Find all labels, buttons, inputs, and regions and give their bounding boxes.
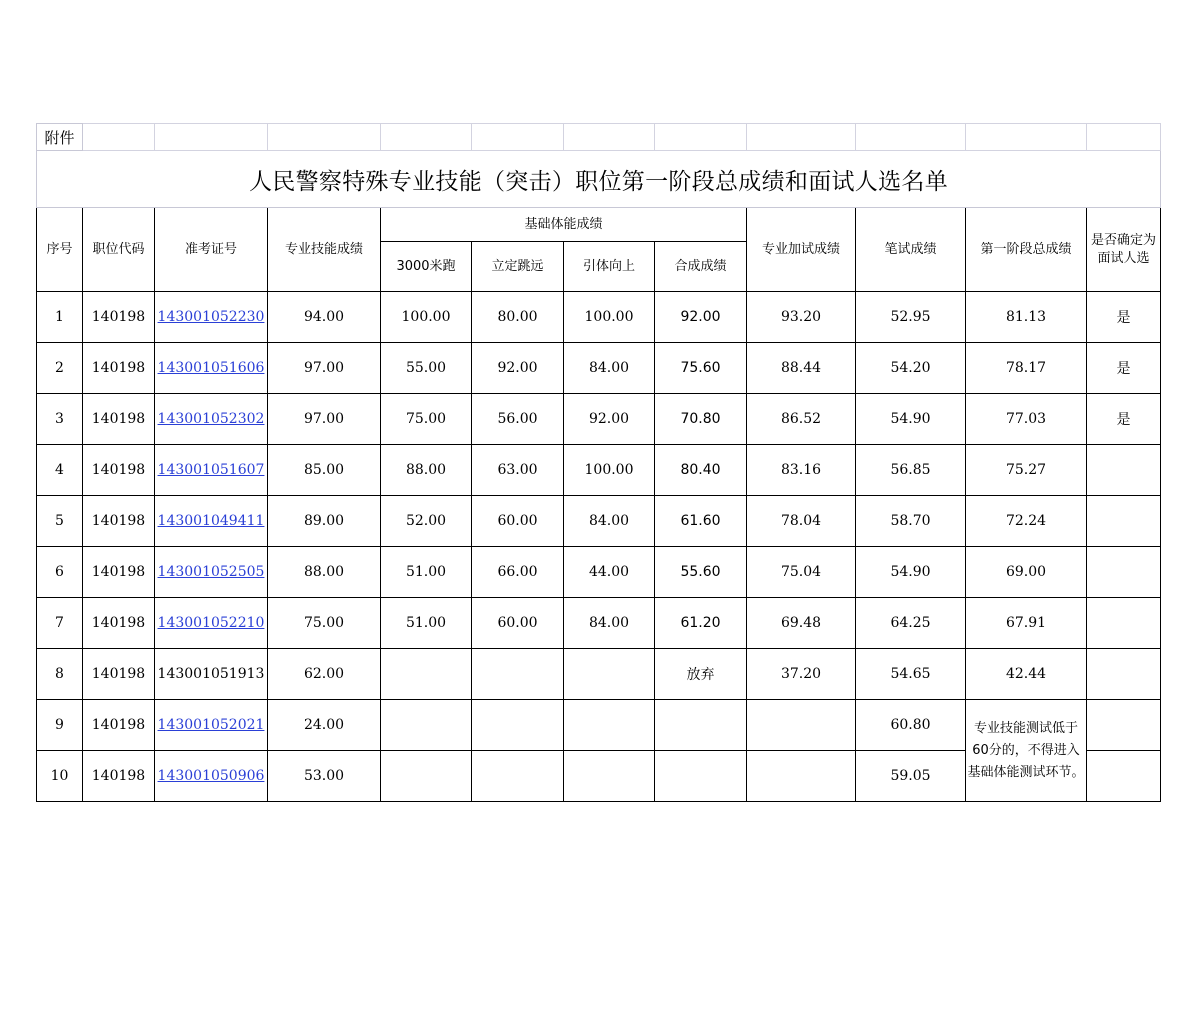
cell-extra: 78.04	[747, 496, 856, 547]
cell-seq: 7	[37, 598, 83, 649]
cell-ticket[interactable]	[155, 751, 268, 802]
cell-code: 140198	[83, 751, 155, 802]
cell-composite: 61.60	[655, 496, 747, 547]
cell-pull: 100.00	[564, 292, 655, 343]
table-row	[37, 496, 1161, 547]
cell-written: 64.25	[856, 598, 966, 649]
ticket-link[interactable]: 143001051607	[157, 462, 265, 478]
cell-pull	[564, 649, 655, 700]
cell-interview	[1087, 649, 1161, 700]
header-stage1-total: 第一阶段总成绩	[966, 208, 1087, 292]
header-run-3000m: 3000米跑	[381, 242, 472, 292]
ticket-link[interactable]: 143001049411	[157, 513, 265, 529]
cell-run	[381, 700, 472, 751]
cell-interview	[1087, 496, 1161, 547]
cell-skill: 89.00	[268, 496, 381, 547]
cell-jump: 66.00	[472, 547, 564, 598]
cell-seq: 4	[37, 445, 83, 496]
cell-interview	[1087, 598, 1161, 649]
title-row	[37, 151, 1161, 208]
cell-total: 42.44	[966, 649, 1087, 700]
cell-written: 54.90	[856, 547, 966, 598]
cell-interview	[1087, 547, 1161, 598]
cell-extra: 69.48	[747, 598, 856, 649]
cell-pull: 44.00	[564, 547, 655, 598]
cell-ticket[interactable]	[155, 547, 268, 598]
ticket-link[interactable]: 143001052230	[157, 309, 265, 325]
cell-jump: 63.00	[472, 445, 564, 496]
table-row	[37, 343, 1161, 394]
cell-interview	[1087, 700, 1161, 751]
cell-seq: 10	[37, 751, 83, 802]
cell-seq: 3	[37, 394, 83, 445]
cell-pull: 84.00	[564, 343, 655, 394]
header-skill-score: 专业技能成绩	[268, 208, 381, 292]
cell-code: 140198	[83, 445, 155, 496]
cell-run: 52.00	[381, 496, 472, 547]
cell-jump: 80.00	[472, 292, 564, 343]
cell-written: 54.65	[856, 649, 966, 700]
cell-ticket[interactable]	[155, 598, 268, 649]
cell-skill: 94.00	[268, 292, 381, 343]
cell-jump: 92.00	[472, 343, 564, 394]
cell-ticket[interactable]	[155, 394, 268, 445]
table-row	[37, 700, 1161, 751]
cell-seq: 2	[37, 343, 83, 394]
cell-extra	[747, 751, 856, 802]
cell-seq: 9	[37, 700, 83, 751]
cell-composite: 70.80	[655, 394, 747, 445]
cell-extra: 88.44	[747, 343, 856, 394]
cell-seq: 1	[37, 292, 83, 343]
cell-written: 54.90	[856, 394, 966, 445]
header-seq: 序号	[37, 208, 83, 292]
cell-ticket[interactable]	[155, 445, 268, 496]
header-row-1	[37, 208, 1161, 242]
attachment-row	[37, 124, 1161, 151]
header-pull-up: 引体向上	[564, 242, 655, 292]
cell-ticket[interactable]	[155, 343, 268, 394]
cell-extra: 93.20	[747, 292, 856, 343]
cell-composite: 61.20	[655, 598, 747, 649]
header-composite: 合成成绩	[655, 242, 747, 292]
cell-composite: 放弃	[655, 649, 747, 700]
cell-composite: 92.00	[655, 292, 747, 343]
header-fitness-group: 基础体能成绩	[381, 208, 747, 242]
cell-code: 140198	[83, 649, 155, 700]
cell-composite	[655, 751, 747, 802]
cell-jump	[472, 649, 564, 700]
ineligible-note: 专业技能测试低于60分的，不得进入基础体能测试环节。	[966, 700, 1087, 802]
ticket-link[interactable]: 143001052505	[157, 564, 265, 580]
cell-jump	[472, 700, 564, 751]
cell-total: 69.00	[966, 547, 1087, 598]
cell-total: 72.24	[966, 496, 1087, 547]
ticket-link[interactable]: 143001052210	[157, 615, 265, 631]
header-standing-jump: 立定跳远	[472, 242, 564, 292]
cell-pull	[564, 751, 655, 802]
cell-written: 52.95	[856, 292, 966, 343]
cell-composite	[655, 700, 747, 751]
cell-total: 75.27	[966, 445, 1087, 496]
cell-total: 78.17	[966, 343, 1087, 394]
cell-total: 67.91	[966, 598, 1087, 649]
cell-composite: 55.60	[655, 547, 747, 598]
cell-seq: 5	[37, 496, 83, 547]
table-row	[37, 649, 1161, 700]
cell-run: 55.00	[381, 343, 472, 394]
cell-interview	[1087, 751, 1161, 802]
cell-pull: 100.00	[564, 445, 655, 496]
cell-code: 140198	[83, 343, 155, 394]
ticket-link[interactable]: 143001052302	[157, 411, 265, 427]
cell-run: 51.00	[381, 547, 472, 598]
cell-written: 60.80	[856, 700, 966, 751]
cell-code: 140198	[83, 394, 155, 445]
cell-extra	[747, 700, 856, 751]
cell-composite: 75.60	[655, 343, 747, 394]
table-row	[37, 547, 1161, 598]
cell-total: 77.03	[966, 394, 1087, 445]
cell-pull: 84.00	[564, 598, 655, 649]
header-extra-test: 专业加试成绩	[747, 208, 856, 292]
cell-run	[381, 751, 472, 802]
page-title: 人民警察特殊专业技能（突击）职位第一阶段总成绩和面试人选名单	[37, 151, 1161, 208]
cell-pull: 84.00	[564, 496, 655, 547]
cell-run: 100.00	[381, 292, 472, 343]
cell-written: 56.85	[856, 445, 966, 496]
cell-code: 140198	[83, 547, 155, 598]
cell-skill: 75.00	[268, 598, 381, 649]
ticket-link[interactable]: 143001050906	[157, 768, 265, 784]
cell-ticket[interactable]	[155, 496, 268, 547]
cell-composite: 80.40	[655, 445, 747, 496]
header-interview: 是否确定为面试人选	[1087, 208, 1161, 292]
cell-written: 58.70	[856, 496, 966, 547]
cell-code: 140198	[83, 598, 155, 649]
table-row	[37, 394, 1161, 445]
cell-run: 88.00	[381, 445, 472, 496]
cell-ticket[interactable]	[155, 700, 268, 751]
cell-skill: 97.00	[268, 394, 381, 445]
cell-written: 59.05	[856, 751, 966, 802]
cell-ticket: 143001051913	[155, 649, 268, 700]
table-row	[37, 598, 1161, 649]
cell-code: 140198	[83, 496, 155, 547]
cell-skill: 24.00	[268, 700, 381, 751]
cell-written: 54.20	[856, 343, 966, 394]
attachment-label: 附件	[37, 124, 83, 151]
cell-extra: 86.52	[747, 394, 856, 445]
cell-jump	[472, 751, 564, 802]
cell-pull: 92.00	[564, 394, 655, 445]
cell-total: 81.13	[966, 292, 1087, 343]
cell-interview: 是	[1087, 292, 1161, 343]
cell-jump: 60.00	[472, 496, 564, 547]
cell-interview: 是	[1087, 343, 1161, 394]
cell-jump: 56.00	[472, 394, 564, 445]
cell-run	[381, 649, 472, 700]
cell-interview	[1087, 445, 1161, 496]
ticket-link[interactable]: 143001051606	[157, 360, 265, 376]
header-written: 笔试成绩	[856, 208, 966, 292]
table-row	[37, 445, 1161, 496]
cell-interview: 是	[1087, 394, 1161, 445]
cell-code: 140198	[83, 700, 155, 751]
score-table	[36, 123, 1161, 802]
cell-skill: 97.00	[268, 343, 381, 394]
cell-extra: 83.16	[747, 445, 856, 496]
cell-run: 75.00	[381, 394, 472, 445]
cell-extra: 37.20	[747, 649, 856, 700]
cell-skill: 88.00	[268, 547, 381, 598]
cell-skill: 53.00	[268, 751, 381, 802]
cell-skill: 85.00	[268, 445, 381, 496]
cell-jump: 60.00	[472, 598, 564, 649]
ticket-link[interactable]: 143001052021	[157, 717, 265, 733]
cell-code: 140198	[83, 292, 155, 343]
cell-skill: 62.00	[268, 649, 381, 700]
cell-extra: 75.04	[747, 547, 856, 598]
header-ticket-no: 准考证号	[155, 208, 268, 292]
header-position-code: 职位代码	[83, 208, 155, 292]
cell-ticket[interactable]	[155, 292, 268, 343]
cell-seq: 8	[37, 649, 83, 700]
cell-seq: 6	[37, 547, 83, 598]
cell-pull	[564, 700, 655, 751]
cell-run: 51.00	[381, 598, 472, 649]
table-row	[37, 292, 1161, 343]
